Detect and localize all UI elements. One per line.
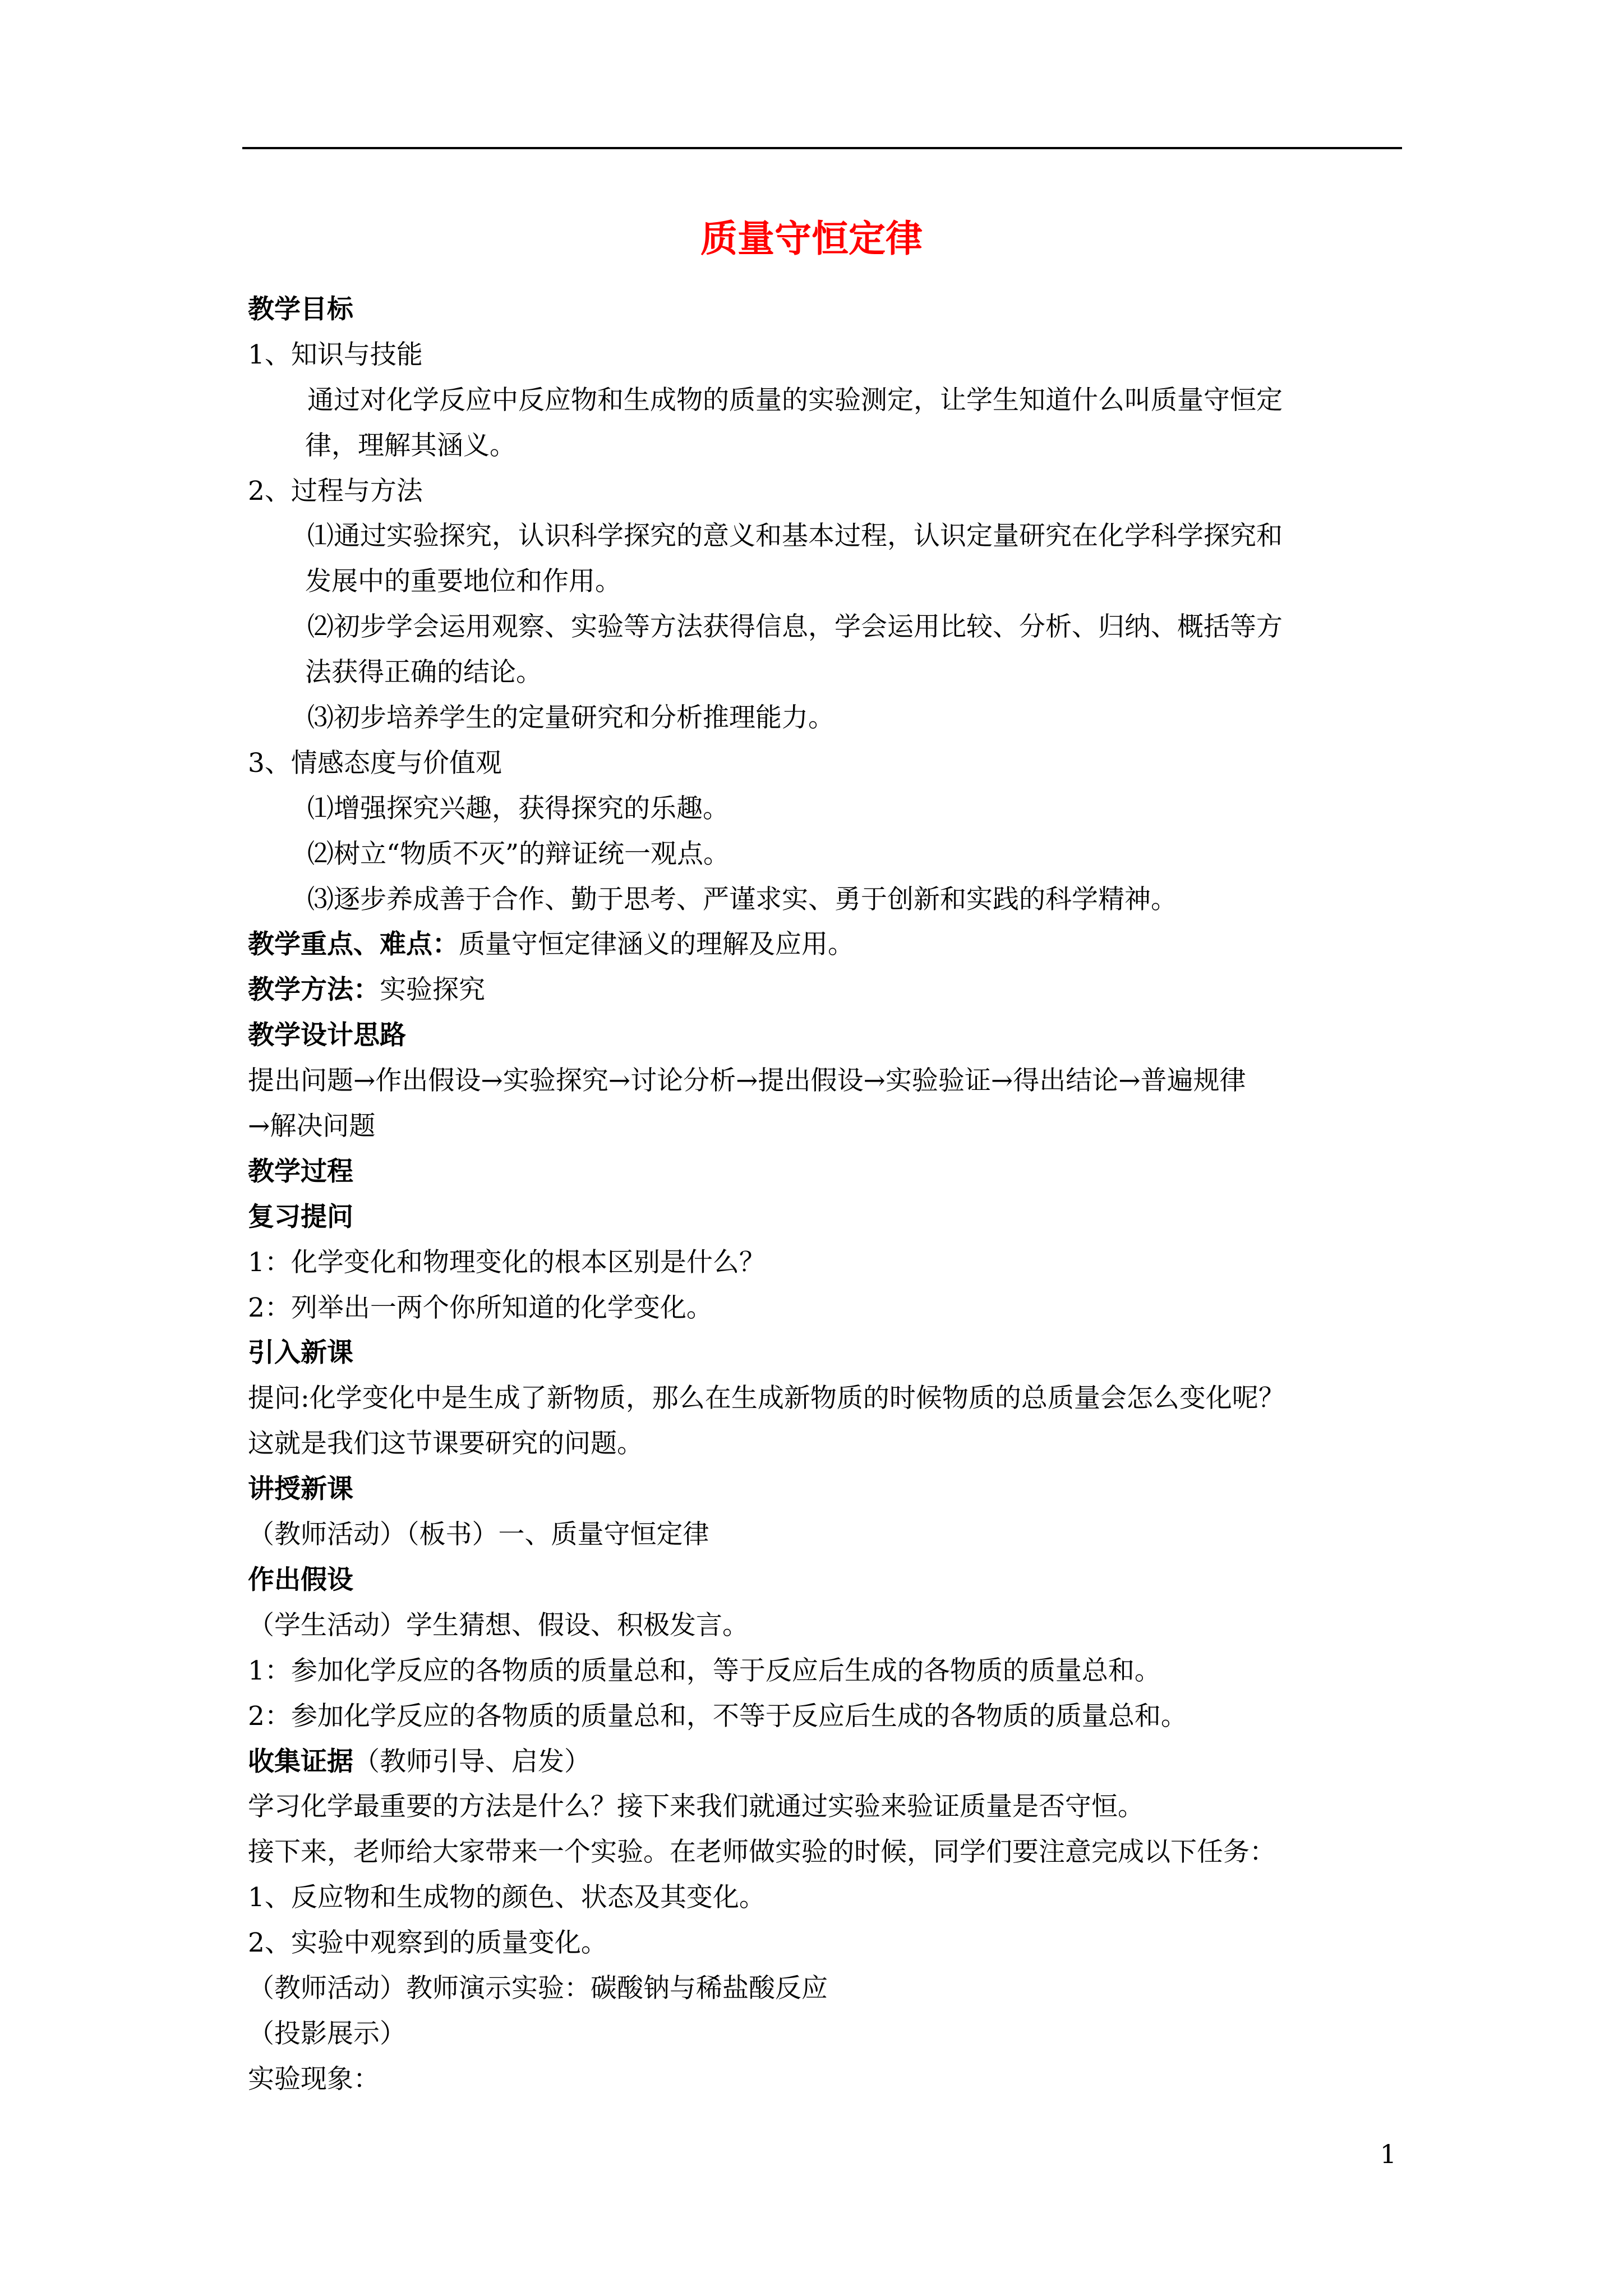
text-line — [248, 1421, 1392, 1467]
text-line — [248, 696, 1392, 741]
line-text: 发展中的重要地位和作用。 — [305, 566, 621, 597]
text-line — [248, 1966, 1392, 2012]
line-text: 法获得正确的结论。 — [305, 657, 542, 688]
line-text: 1：化学变化和物理变化的根本区别是什么？ — [248, 1246, 766, 1278]
text-line — [248, 922, 1392, 968]
line-text: ⑴通过实验探究，认识科学探究的意义和基本过程，认识定量研究在化学科学探究和 — [307, 521, 1283, 552]
document-title: 质量守恒定律 — [700, 217, 923, 260]
text-line — [248, 559, 1392, 605]
text-line — [248, 1331, 1392, 1376]
text-line — [248, 514, 1392, 559]
bold-heading: 教学重点、难点： — [248, 929, 459, 960]
text-line — [248, 1467, 1392, 1512]
text-line — [248, 1603, 1392, 1649]
text-line — [248, 741, 1392, 786]
text-line — [248, 1649, 1392, 1694]
text-line — [248, 1784, 1392, 1830]
text-line — [248, 2057, 1392, 2102]
line-text: 接下来，老师给大家带来一个实验。在老师做实验的时候，同学们要注意完成以下任务： — [248, 1837, 1276, 1868]
text-line — [248, 1921, 1392, 1966]
text-line — [248, 1195, 1392, 1240]
document-body — [248, 287, 1392, 2102]
line-text: 1、反应物和生成物的颜色、状态及其变化。 — [248, 1882, 766, 1913]
text-line — [248, 469, 1392, 514]
line-text: 1：参加化学反应的各物质的质量总和，等于反应后生成的各物质的质量总和。 — [248, 1655, 1161, 1686]
text-line — [248, 333, 1392, 378]
text-line — [248, 1149, 1392, 1195]
text-line — [248, 1512, 1392, 1558]
line-text: 这就是我们这节课要研究的问题。 — [248, 1428, 643, 1460]
line-text: （教师活动）教师演示实验：碳酸钠与稀盐酸反应 — [248, 1972, 828, 2004]
line-text: ⑶初步培养学生的定量研究和分析推理能力。 — [307, 702, 834, 734]
text-line — [248, 2012, 1392, 2057]
text-line — [248, 1875, 1392, 1921]
text-line — [248, 1240, 1392, 1286]
text-line — [248, 832, 1392, 877]
text-line — [248, 1104, 1392, 1149]
line-text: →解决问题 — [248, 1111, 376, 1142]
line-text: ⑵初步学会运用观察、实验等方法获得信息，学会运用比较、分析、归纳、概括等方 — [307, 611, 1283, 643]
text-line — [248, 1286, 1392, 1331]
line-text: 2：列举出一两个你所知道的化学变化。 — [248, 1292, 713, 1323]
line-text: 通过对化学反应中反应物和生成物的质量的实验测定，让学生知道什么叫质量守恒定 — [307, 384, 1283, 416]
bold-heading: 收集证据 — [248, 1746, 353, 1777]
line-text: 2、过程与方法 — [248, 475, 423, 507]
bold-heading: 教学目标 — [248, 294, 353, 325]
line-text: 质量守恒定律涵义的理解及应用。 — [459, 929, 854, 960]
text-line — [248, 1059, 1392, 1104]
text-line — [248, 1830, 1392, 1875]
text-line — [248, 968, 1392, 1013]
text-line — [248, 1740, 1392, 1785]
header-rule — [242, 147, 1402, 149]
bold-heading: 引入新课 — [248, 1337, 353, 1369]
line-text: 3、情感态度与价值观 — [248, 747, 502, 779]
text-line — [248, 424, 1392, 469]
bold-heading: 作出假设 — [248, 1564, 353, 1595]
line-text: 学习化学最重要的方法是什么？接下来我们就通过实验来验证质量是否守恒。 — [248, 1791, 1144, 1823]
text-line — [248, 786, 1392, 832]
text-line — [248, 650, 1392, 696]
bold-heading: 复习提问 — [248, 1201, 353, 1232]
text-line — [248, 378, 1392, 424]
line-text: （学生活动）学生猜想、假设、积极发言。 — [248, 1609, 749, 1641]
text-line — [248, 1558, 1392, 1603]
line-text: （教师活动）（板书）一、质量守恒定律 — [248, 1519, 709, 1550]
line-text: ⑶逐步养成善于合作、勤于思考、严谨求实、勇于创新和实践的科学精神。 — [307, 884, 1177, 915]
bold-heading: 教学设计思路 — [248, 1020, 406, 1051]
line-text: 实验探究 — [380, 974, 485, 1006]
bold-heading: 教学过程 — [248, 1156, 353, 1187]
text-line — [248, 1376, 1392, 1421]
line-text: 实验现象： — [248, 2063, 380, 2095]
line-text: 2、实验中观察到的质量变化。 — [248, 1927, 607, 1959]
bold-heading: 讲授新课 — [248, 1474, 353, 1505]
text-line — [248, 605, 1392, 650]
text-line — [248, 1013, 1392, 1059]
line-text: （教师引导、启发） — [353, 1746, 591, 1777]
text-line — [248, 1694, 1392, 1740]
line-text: 提出问题→作出假设→实验探究→讨论分析→提出假设→实验验证→得出结论→普遍规律 — [248, 1065, 1246, 1097]
line-text: 1、知识与技能 — [248, 339, 423, 370]
line-text: （投影展示） — [248, 2018, 406, 2049]
page-number: 1 — [1380, 2139, 1396, 2169]
line-text: 2：参加化学反应的各物质的质量总和，不等于反应后生成的各物质的质量总和。 — [248, 1700, 1187, 1732]
line-text: 提问:化学变化中是生成了新物质，那么在生成新物质的时候物质的总质量会怎么变化呢？ — [248, 1383, 1285, 1414]
text-line — [248, 877, 1392, 923]
bold-heading: 教学方法： — [248, 974, 380, 1006]
line-text: ⑵树立“物质不灭”的辩证统一观点。 — [307, 838, 730, 869]
text-line — [248, 287, 1392, 333]
line-text: 律，理解其涵义。 — [305, 430, 516, 461]
line-text: ⑴增强探究兴趣，获得探究的乐趣。 — [307, 793, 729, 824]
